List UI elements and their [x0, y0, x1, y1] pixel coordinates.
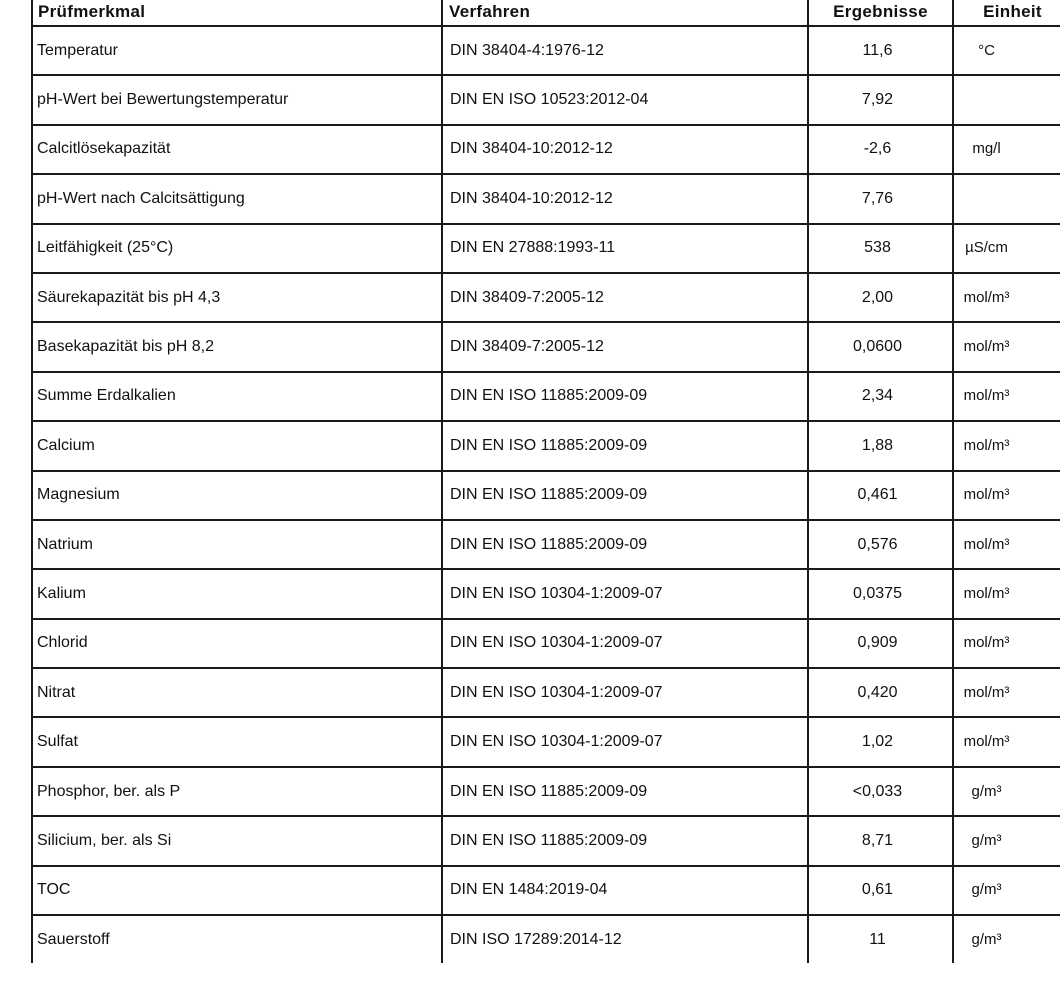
- header-row: [32, 0, 1060, 26]
- unit-cell: mol/m³: [953, 520, 1060, 569]
- unit-cell: g/m³: [953, 866, 1060, 915]
- method-cell: DIN EN ISO 10304-1:2009-07: [442, 619, 808, 668]
- table-body: [32, 26, 1060, 963]
- unit-cell: mol/m³: [953, 322, 1060, 371]
- table-row: [32, 372, 1060, 421]
- unit-cell: mol/m³: [953, 619, 1060, 668]
- method-cell: DIN 38404-4:1976-12: [442, 26, 808, 75]
- table-row: [32, 421, 1060, 470]
- method-cell: DIN 38409-7:2005-12: [442, 273, 808, 322]
- result-cell: 8,71: [808, 816, 953, 865]
- header-parameter: Prüfmerkmal: [32, 0, 442, 26]
- unit-cell: °C: [953, 26, 1060, 75]
- method-cell: DIN EN 27888:1993-11: [442, 224, 808, 273]
- parameter-cell: Leitfähigkeit (25°C): [32, 224, 442, 273]
- table-row: [32, 619, 1060, 668]
- unit-cell: [953, 174, 1060, 223]
- table-row: [32, 816, 1060, 865]
- result-cell: 7,76: [808, 174, 953, 223]
- method-cell: DIN ISO 17289:2014-12: [442, 915, 808, 963]
- method-cell: DIN EN ISO 11885:2009-09: [442, 372, 808, 421]
- table-row: [32, 866, 1060, 915]
- parameter-cell: Natrium: [32, 520, 442, 569]
- parameter-cell: Kalium: [32, 569, 442, 618]
- parameter-cell: Silicium, ber. als Si: [32, 816, 442, 865]
- parameter-cell: Phosphor, ber. als P: [32, 767, 442, 816]
- result-cell: 0,0375: [808, 569, 953, 618]
- table-row: [32, 717, 1060, 766]
- parameter-cell: Summe Erdalkalien: [32, 372, 442, 421]
- method-cell: DIN EN ISO 10304-1:2009-07: [442, 569, 808, 618]
- result-cell: -2,6: [808, 125, 953, 174]
- method-cell: DIN EN ISO 11885:2009-09: [442, 421, 808, 470]
- table-row: [32, 125, 1060, 174]
- parameter-cell: pH-Wert nach Calcitsättigung: [32, 174, 442, 223]
- unit-cell: mol/m³: [953, 717, 1060, 766]
- results-table: [31, 0, 1060, 963]
- parameter-cell: Sulfat: [32, 717, 442, 766]
- result-cell: 0,909: [808, 619, 953, 668]
- unit-cell: mol/m³: [953, 471, 1060, 520]
- parameter-cell: Calcitlösekapazität: [32, 125, 442, 174]
- parameter-cell: Temperatur: [32, 26, 442, 75]
- table-row: [32, 273, 1060, 322]
- method-cell: DIN 38404-10:2012-12: [442, 174, 808, 223]
- result-cell: 7,92: [808, 75, 953, 124]
- table-row: [32, 26, 1060, 75]
- result-cell: 11: [808, 915, 953, 963]
- method-cell: DIN EN ISO 11885:2009-09: [442, 471, 808, 520]
- table-row: [32, 322, 1060, 371]
- header-unit: Einheit: [953, 0, 1060, 26]
- header-method: Verfahren: [442, 0, 808, 26]
- unit-cell: g/m³: [953, 816, 1060, 865]
- table-row: [32, 569, 1060, 618]
- table-row: [32, 471, 1060, 520]
- parameter-cell: Sauerstoff: [32, 915, 442, 963]
- result-cell: 2,00: [808, 273, 953, 322]
- method-cell: DIN 38409-7:2005-12: [442, 322, 808, 371]
- table-row: [32, 668, 1060, 717]
- unit-cell: [953, 75, 1060, 124]
- table-row: [32, 75, 1060, 124]
- unit-cell: mg/l: [953, 125, 1060, 174]
- unit-cell: mol/m³: [953, 372, 1060, 421]
- parameter-cell: Chlorid: [32, 619, 442, 668]
- unit-cell: mol/m³: [953, 273, 1060, 322]
- unit-cell: g/m³: [953, 915, 1060, 963]
- result-cell: 0,420: [808, 668, 953, 717]
- table-row: [32, 224, 1060, 273]
- method-cell: DIN EN 1484:2019-04: [442, 866, 808, 915]
- unit-cell: µS/cm: [953, 224, 1060, 273]
- table-row: [32, 174, 1060, 223]
- unit-cell: mol/m³: [953, 421, 1060, 470]
- method-cell: DIN EN ISO 10523:2012-04: [442, 75, 808, 124]
- method-cell: DIN EN ISO 11885:2009-09: [442, 767, 808, 816]
- parameter-cell: pH-Wert bei Bewertungstemperatur: [32, 75, 442, 124]
- result-cell: 0,0600: [808, 322, 953, 371]
- parameter-cell: Calcium: [32, 421, 442, 470]
- method-cell: DIN EN ISO 11885:2009-09: [442, 816, 808, 865]
- parameter-cell: TOC: [32, 866, 442, 915]
- result-cell: 1,02: [808, 717, 953, 766]
- table-row: [32, 915, 1060, 963]
- parameter-cell: Nitrat: [32, 668, 442, 717]
- table-row: [32, 520, 1060, 569]
- result-cell: 11,6: [808, 26, 953, 75]
- result-cell: 1,88: [808, 421, 953, 470]
- table-row: [32, 767, 1060, 816]
- table-header: [32, 0, 1060, 26]
- result-cell: <0,033: [808, 767, 953, 816]
- result-cell: 0,576: [808, 520, 953, 569]
- method-cell: DIN 38404-10:2012-12: [442, 125, 808, 174]
- parameter-cell: Basekapazität bis pH 8,2: [32, 322, 442, 371]
- unit-cell: g/m³: [953, 767, 1060, 816]
- parameter-cell: Magnesium: [32, 471, 442, 520]
- method-cell: DIN EN ISO 10304-1:2009-07: [442, 668, 808, 717]
- result-cell: 538: [808, 224, 953, 273]
- result-cell: 0,61: [808, 866, 953, 915]
- method-cell: DIN EN ISO 11885:2009-09: [442, 520, 808, 569]
- method-cell: DIN EN ISO 10304-1:2009-07: [442, 717, 808, 766]
- result-cell: 2,34: [808, 372, 953, 421]
- parameter-cell: Säurekapazität bis pH 4,3: [32, 273, 442, 322]
- result-cell: 0,461: [808, 471, 953, 520]
- unit-cell: mol/m³: [953, 668, 1060, 717]
- unit-cell: mol/m³: [953, 569, 1060, 618]
- header-result: Ergebnisse: [808, 0, 953, 26]
